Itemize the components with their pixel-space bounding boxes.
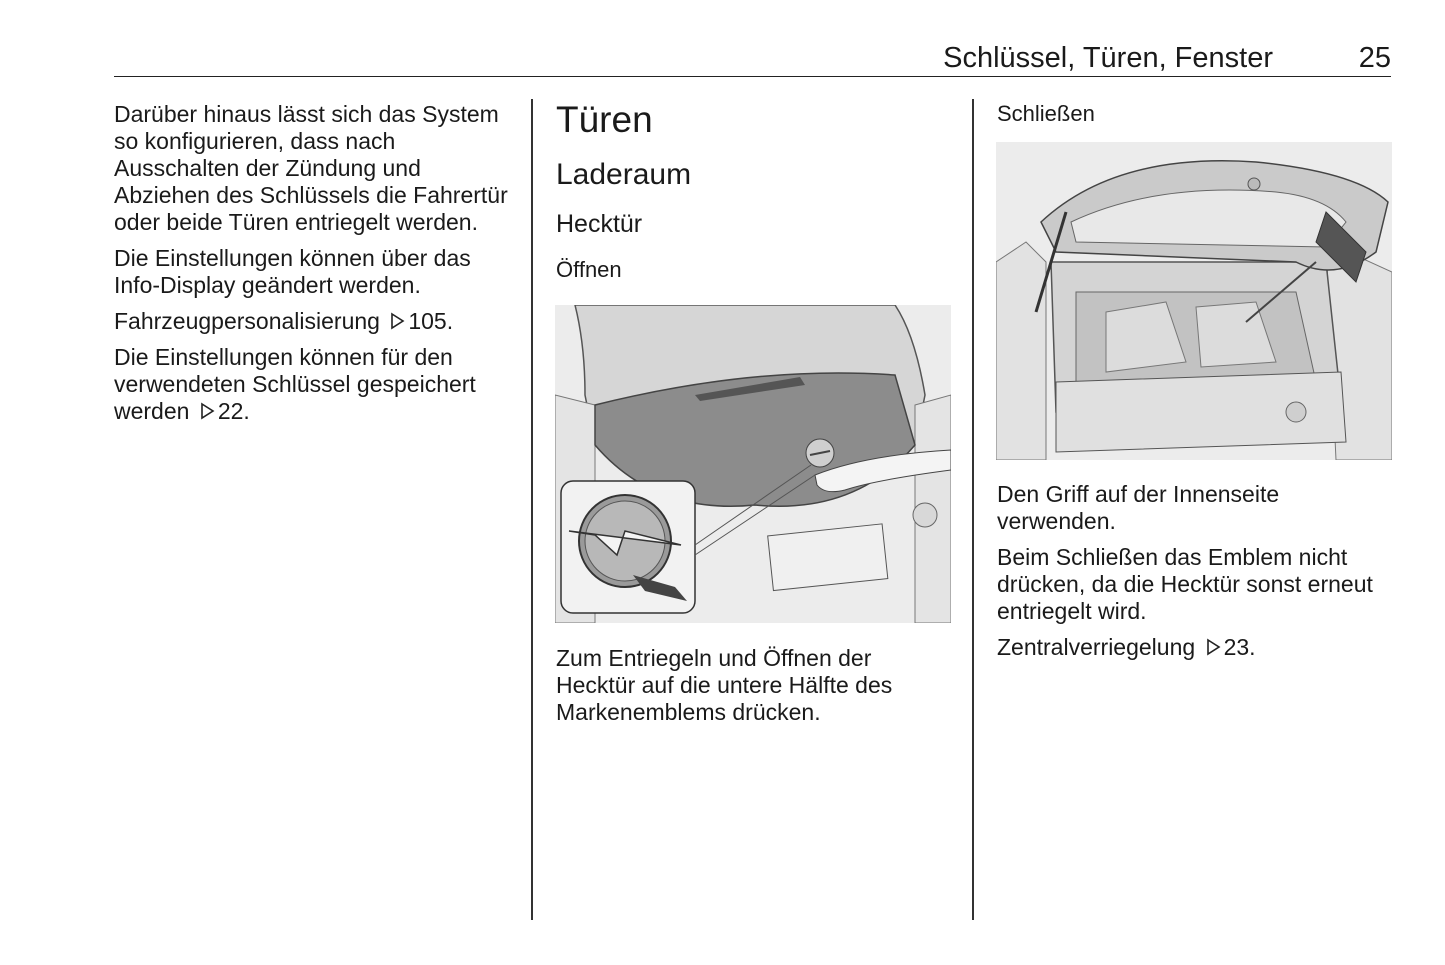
topic-heading: Öffnen <box>556 257 622 282</box>
page-header <box>114 40 1391 77</box>
chapter-title: Schlüssel, Türen, Fenster <box>943 42 1273 74</box>
page-reference-arrow-icon <box>388 312 406 330</box>
paragraph <box>114 344 512 425</box>
reference-text: Zentralverriegelung <box>997 634 1196 660</box>
paragraph: Die Einstellungen können über das Info-Display geändert werden. <box>114 245 471 298</box>
page-reference-link[interactable]: 22. <box>217 398 250 424</box>
paragraph: Den Griff auf der Innenseite verwenden. <box>997 481 1280 534</box>
column-middle <box>556 99 956 725</box>
page-reference-link[interactable]: 105. <box>408 308 454 334</box>
reference-text: Fahrzeugpersonalisierung <box>114 308 380 334</box>
topic-heading: Schließen <box>997 101 1095 126</box>
column-left <box>114 101 512 434</box>
paragraph: Darüber hinaus lässt sich das System so konfigurieren, dass nach Ausschalten der Zündung und Abziehen des Schlüssels die Fahrertür oder beide Türen entriegelt werden. <box>114 101 508 235</box>
tailgate-close-illustration <box>996 142 1392 460</box>
paragraph <box>997 634 1393 661</box>
figure-caption: Zum Entriegeln und Öffnen der Hecktür auf die untere Hälfte des Markenemblems drücken. <box>556 645 893 725</box>
section-heading: Türen <box>556 99 653 140</box>
page-reference-link[interactable]: 23. <box>1223 634 1256 660</box>
column-divider <box>531 99 533 920</box>
paragraph: Beim Schließen das Emblem nicht drücken, da die Hecktür sonst erneut entriegelt wird. <box>997 544 1373 624</box>
paragraph <box>114 308 512 335</box>
subsection-heading: Laderaum <box>556 158 692 191</box>
page-reference-arrow-icon <box>198 402 216 420</box>
page-reference-arrow-icon <box>1204 638 1222 656</box>
subsubsection-heading: Hecktür <box>556 210 643 238</box>
page-number: 25 <box>1358 42 1391 74</box>
tailgate-open-illustration <box>555 305 951 623</box>
reference-text: Die Einstellungen können für den verwendeten Schlüssel gespeichert werden <box>114 344 476 424</box>
column-divider <box>972 99 974 920</box>
